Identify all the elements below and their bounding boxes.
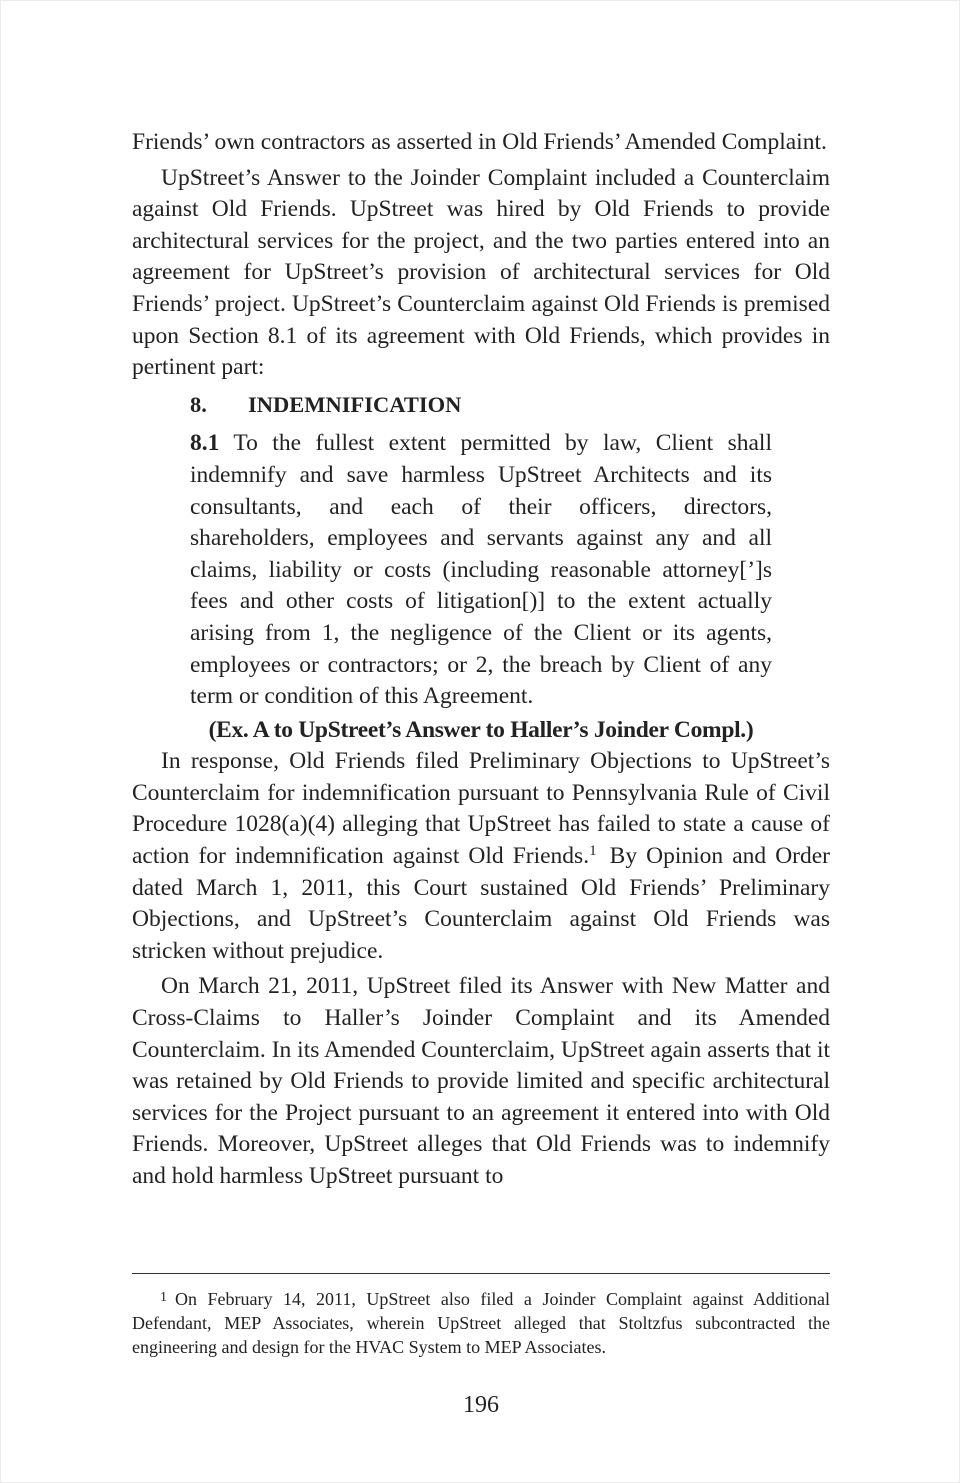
paragraph-amended-counterclaim: On March 21, 2011, UpStreet filed its Answer with New Matter and Cross-Claims to Haller’s Joinder Complaint and its Amended Counterclaim. In its Amended Counterclaim, UpStreet again asserts that it was retained by Old Friends to provide limited and specific architectural services for the Project pursuant to an agreement it entered into with Old Friends. Moreover, UpStreet alleges that Old Friends was to indemnify and hold harmless UpStreet pursuant to xyxy=(132,973,830,1189)
footnote-divider xyxy=(132,1273,830,1274)
footnote xyxy=(132,1287,830,1359)
quote-section-number: 8.1 xyxy=(190,430,220,457)
quote-citation: (Ex. A to UpStreet’s Answer to Haller’s Joinder Compl.) xyxy=(208,716,754,743)
quote-section xyxy=(190,428,772,712)
paragraph-preliminary-objections xyxy=(132,746,830,967)
paragraph-counterclaim: UpStreet’s Answer to the Joinder Complaint included a Counterclaim against Old Friends. UpStreet was hired by Old Friends to provide architectural services for the project, and the two parties entered into an agreement for UpStreet’s provision of architectural services for Old Friends’ project. UpStreet’s Counterclaim against Old Friends is premised upon Section 8.1 of its agreement with Old Friends, which provides in pertinent part: xyxy=(132,164,830,381)
paragraph-text: In response, Old Friends filed Preliminary Objections to UpStreet’s Counterclaim for indemnification pursuant to Pennsylvania Rule of Civil Procedure 1028(a)(4) alleging that UpStreet has failed to state a cause of action for indemnification against Old Friends. xyxy=(132,748,830,870)
footnote-number: 1 xyxy=(160,1290,167,1305)
quote-section-text: To the fullest extent permitted by law, Client shall indemnify and save harmless UpStreet Architects and its consultants, and each of their officers, directors, shareholders, employees and servants against any and all claims, liability or costs (including reasonable attorney[’]s fees and other costs of litigation[)] to the extent actually arising from 1, the negligence of the Client or its agents, employees or contractors; or 2, the breach by Client of any term or condition of this Agreement. xyxy=(190,430,772,710)
quote-heading xyxy=(190,389,772,421)
footnote-text: On February 14, 2011, UpStreet also filed a Joinder Complaint against Additional Defendant, MEP Associates, wherein UpStreet alleged that Stoltzfus subcontracted the engineering and design for the HVAC System to MEP Associates. xyxy=(132,1289,830,1357)
paragraph-text: By Opinion and Order dated March 1, 2011, this Court sustained Old Friends’ Preliminary Objections, and UpStreet’s Counterclaim against Old Friends was stricken without prejudice. xyxy=(132,843,831,964)
body-text xyxy=(132,127,830,1193)
paragraph-continuation: Friends’ own contractors as asserted in Old Friends’ Amended Complaint. xyxy=(132,129,827,155)
footnote-reference[interactable]: 1 xyxy=(589,843,597,860)
block-quote xyxy=(190,389,772,713)
quote-heading-number: 8. xyxy=(190,391,207,417)
page-number: 196 xyxy=(463,1392,499,1418)
quote-heading-text: INDEMNIFICATION xyxy=(248,391,462,417)
